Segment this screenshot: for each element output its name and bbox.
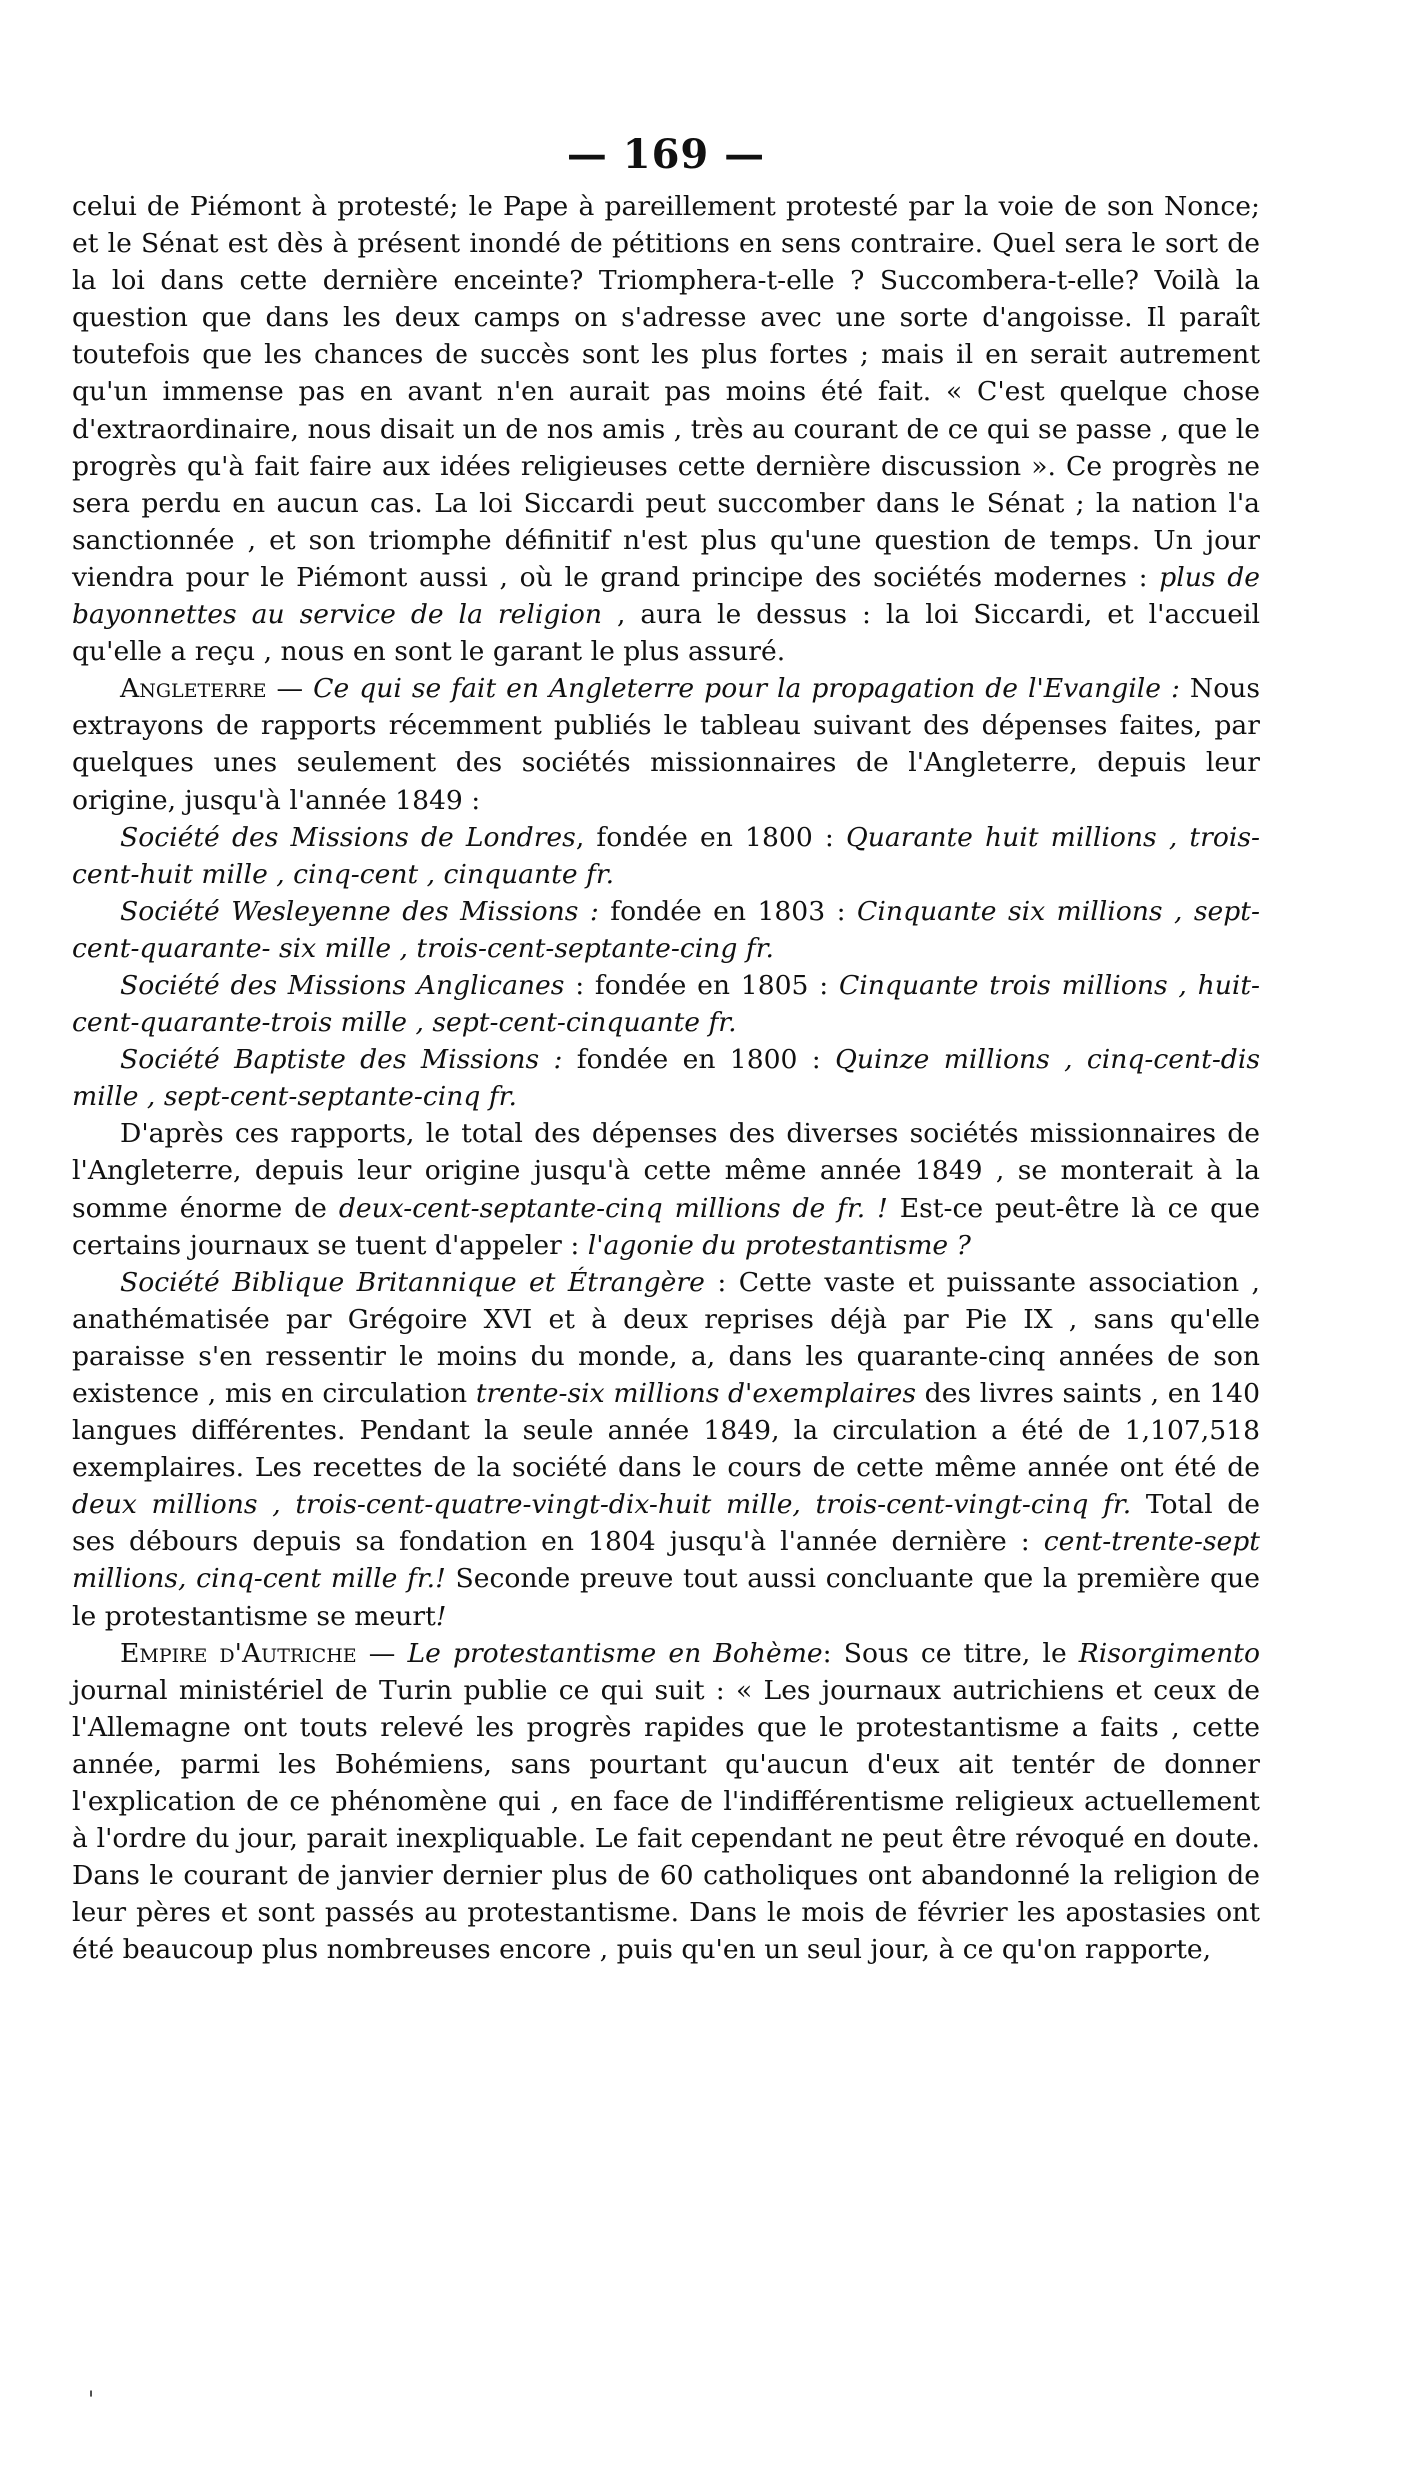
- paragraph-autriche: [72, 1635, 1260, 1969]
- italic-phrase: Risorgimento: [1078, 1637, 1260, 1669]
- italic-phrase: !: [435, 1600, 447, 1632]
- italic-phrase: deux-cent-septante-cinq millions de fr. !: [338, 1192, 888, 1224]
- society-entry: [72, 819, 1260, 893]
- section-title: Ce qui se fait en Angleterre pour la propagation de l'Evangile :: [313, 673, 1180, 705]
- society-amount: Quarante huit millions , trois-cent-huit mille , cinq-cent , cinquante fr.: [72, 821, 1260, 890]
- italic-phrase: plus de bayonnettes au service de la religion: [72, 561, 1260, 631]
- section-heading: Angleterre: [120, 673, 267, 705]
- paragraph-piemont: [72, 188, 1260, 670]
- paragraph-text: celui de Piémont à protesté; le Pape à pareillement protesté par la voie de son Nonce; et le Sénat est dès à présent inondé de pétitions en sens contraire. Quel sera le sort de la loi dans cette dernière enceinte? Triomphera-t-elle ? Succombera-t-elle? Voilà la question que dans les deux camps on s'adresse avec une sorte d'angoisse. Il paraît toutefois que les chances de succès sont les plus fortes ; mais il en serait autrement qu'un immense pas en avant n'en aurait pas moins été fait. « C'est quelque chose d'extraordinaire, nous disait un de nos amis , très au courant de ce qui se passe , que le progrès qu'à fait faire aux idées religieuses cette dernière discussion ». Ce progrès ne sera perdu en aucun cas. La loi Siccardi peut succomber dans le Sénat ; la nation l'a sanctionnée , et son triomphe définitif n'est plus qu'une question de temps. Un jour viendra pour le Piémont aussi , où le grand principe des sociétés modernes :: [72, 191, 1260, 593]
- society-amount: Cinquante six millions , sept-cent-quarante- six mille , trois-cent-septante-cing fr.: [72, 895, 1260, 964]
- society-entry: [72, 893, 1260, 967]
- italic-phrase: trente-six millions d'exemplaires: [475, 1378, 917, 1409]
- paragraph-text: Seconde preuve tout aussi concluante que la première que le protestantisme se meurt: [72, 1563, 1260, 1632]
- page-number: — 169 —: [566, 131, 766, 178]
- society-founded: : fondée en 1805 :: [564, 969, 839, 1001]
- footer-mark: ': [88, 2388, 95, 2413]
- society-name: Société Wesleyenne des Missions :: [120, 895, 599, 927]
- heading-dash: —: [266, 673, 314, 705]
- paragraph-biblique: [72, 1264, 1260, 1635]
- paragraph-text: D'après ces rapports, le total des dépenses des diverses sociétés missionnaires de l'Angleterre, depuis leur origine jusqu'à cette même année 1849 , se monterait à la somme énorme de: [72, 1118, 1260, 1224]
- paragraph-text: Total de ses débours depuis sa fondation en 1804 jusqu'à l'année dernière :: [72, 1489, 1261, 1558]
- society-founded: , fondée en 1800 :: [575, 821, 846, 853]
- paragraph-text: , aura le dessus : la loi Siccardi, et l'accueil qu'elle a reçu , nous en sont le garant le plus assuré.: [72, 599, 1260, 668]
- italic-phrase: deux millions , trois-cent-quatre-vingt-dix-huit mille, trois-cent-vingt-cinq fr.: [72, 1489, 1132, 1521]
- paragraph-angleterre: [72, 670, 1260, 818]
- society-amount: Cinquante trois millions , huit-cent-quarante-trois mille , sept-cent-cinquante fr.: [72, 969, 1261, 1039]
- society-entry: [72, 967, 1260, 1041]
- paragraph-text: : Sous ce titre, le: [822, 1637, 1079, 1669]
- society-founded: fondée en 1803 :: [598, 895, 857, 927]
- italic-phrase: l'agonie du protestantisme ?: [587, 1229, 971, 1261]
- society-amount: Quinze millions , cinq-cent-dis mille , sept-cent-septante-cinq fr.: [72, 1044, 1260, 1113]
- section-heading: Empire d'Autriche: [120, 1637, 357, 1669]
- paragraph-text: Est-ce peut-être là ce que certains journaux se tuent d'appeler :: [72, 1192, 1260, 1261]
- society-name: Société des Missions de Londres: [120, 821, 576, 853]
- society-name: Société Biblique Britannique et Étrangère: [120, 1266, 705, 1298]
- heading-dash: —: [356, 1637, 408, 1669]
- society-entry: [72, 1041, 1260, 1115]
- paragraph-text: des livres saints , en 140 langues différentes. Pendant la seule année 1849, la circulation a été de 1,107,518 exemplaires. Les recettes de la société dans le cours de cette même année ont été de: [72, 1378, 1261, 1484]
- society-name: Société Baptiste des Missions :: [120, 1044, 563, 1076]
- society-name: Société des Missions Anglicanes: [120, 969, 565, 1001]
- italic-phrase: cent-trente-sept millions, cinq-cent mille fr.!: [72, 1526, 1260, 1595]
- paragraph-text: Nous extrayons de rapports récemment publiés le tableau suivant des dépenses faites, par quelques unes seulement des sociétés missionnaires de l'Angleterre, depuis leur origine, jusqu'à l'année 1849 :: [72, 673, 1260, 816]
- paragraph-text: : Cette vaste et puissante association , anathématisée par Grégoire XVI et à deux reprises déjà par Pie IX , sans qu'elle paraisse s'en ressentir le moins du monde, a, dans les quarante-cinq années de son existence , mis en circulation: [72, 1266, 1261, 1409]
- paragraph-total: [72, 1115, 1260, 1263]
- document-page: [72, 130, 1260, 1969]
- paragraph-text: journal ministériel de Turin publie ce qui suit : « Les journaux autrichiens et ceux de l'Allemagne ont touts relevé les progrès rapides que le protestantisme a faits , cette année, parmi les Bohémiens, sans pourtant qu'aucun d'eux ait tentér de donner l'explication de ce phénomène qui , en face de l'indifférentisme religieux actuellement à l'ordre du jour, parait inexpliquable. Le fait cependant ne peut être révoqué en doute. Dans le courant de janvier dernier plus de 60 catholiques ont abandonné la religion de leur pères et sont passés au protestantisme. Dans le mois de février les apostasies ont été beaucoup plus nombreuses encore , puis qu'en un seul jour, à ce qu'on rapporte,: [72, 1674, 1260, 1966]
- section-title: Le protestantisme en Bohème: [407, 1637, 823, 1669]
- society-founded: fondée en 1800 :: [562, 1044, 836, 1076]
